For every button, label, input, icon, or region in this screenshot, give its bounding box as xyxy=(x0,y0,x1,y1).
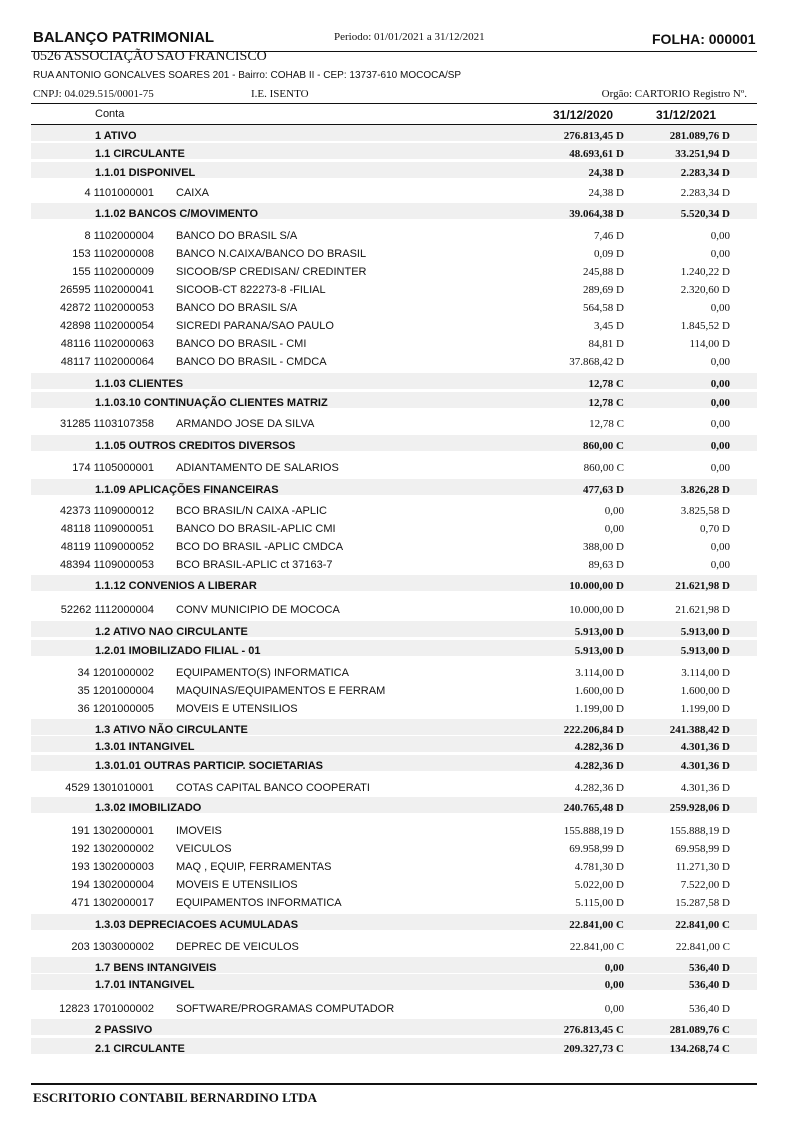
value-2021: 241.388,42 D xyxy=(669,724,730,736)
value-2021: 0,00 xyxy=(710,559,730,571)
account-description: CONV MUNICIPIO DE MOCOCA xyxy=(176,604,340,616)
account-code: 8 1102000004 xyxy=(84,230,154,242)
group-label: 1.3.01.01 OUTRAS PARTICIP. SOCIETARIAS xyxy=(95,760,324,772)
value-2020: 22.841,00 C xyxy=(569,919,624,931)
value-2021: 22.841,00 C xyxy=(675,941,730,953)
value-2021: 0,00 xyxy=(710,541,730,553)
value-2020: 39.064,38 D xyxy=(569,208,624,220)
account-code: 155 1102000009 xyxy=(72,266,154,278)
account-description: IMOVEIS xyxy=(176,825,222,837)
group-label: 2.1 CIRCULANTE xyxy=(95,1043,185,1055)
cnpj-label: CNPJ: 04.029.515/0001-75 xyxy=(33,88,154,100)
account-code: 48116 1102000063 xyxy=(60,338,154,350)
account-description: MAQ , EQUIP, FERRAMENTAS xyxy=(176,861,332,873)
account-description: SICOOB-CT 822273-8 -FILIAL xyxy=(176,284,326,296)
account-code: 153 1102000008 xyxy=(72,248,154,260)
value-2021: 21.621,98 D xyxy=(675,604,730,616)
value-2021: 0,00 xyxy=(710,302,730,314)
document-title: BALANÇO PATRIMONIAL xyxy=(33,29,215,46)
account-description: BANCO DO BRASIL S/A xyxy=(176,230,298,242)
account-description: MAQUINAS/EQUIPAMENTOS E FERRAM xyxy=(176,685,386,697)
value-2021: 33.251,94 D xyxy=(675,148,730,160)
value-2021: 1.240,22 D xyxy=(680,266,730,278)
value-2021: 2.283,34 D xyxy=(680,167,730,179)
value-2020: 245,88 D xyxy=(583,266,624,278)
value-2020: 10.000,00 D xyxy=(569,580,624,592)
group-label: 1 ATIVO xyxy=(95,130,137,142)
account-description: SOFTWARE/PROGRAMAS COMPUTADOR xyxy=(176,1003,395,1015)
value-2021: 3.826,28 D xyxy=(680,484,730,496)
value-2021: 536,40 D xyxy=(689,1003,730,1015)
value-2020: 564,58 D xyxy=(583,302,624,314)
group-label: 1.1.12 CONVENIOS A LIBERAR xyxy=(95,580,257,592)
value-2021: 2.320,60 D xyxy=(680,284,730,296)
value-2021: 0,00 xyxy=(710,248,730,260)
value-2020: 5.115,00 D xyxy=(575,897,624,909)
account-code: 203 1303000002 xyxy=(71,941,154,953)
value-2021: 4.301,36 D xyxy=(680,741,730,753)
value-2021: 281.089,76 D xyxy=(669,130,730,142)
value-2020: 289,69 D xyxy=(583,284,624,296)
account-code: 4 1101000001 xyxy=(84,187,154,199)
group-label: 1.1.09 APLICAÇÕES FINANCEIRAS xyxy=(95,484,279,496)
value-2020: 12,78 C xyxy=(589,418,624,430)
value-2020: 477,63 D xyxy=(583,484,624,496)
entity-name: 0526 ASSOCIAÇÃO SAO FRANCISCO xyxy=(33,49,267,64)
value-2021: 114,00 D xyxy=(689,338,730,350)
account-description: SICOOB/SP CREDISAN/ CREDINTER xyxy=(176,266,367,278)
account-description: BANCO DO BRASIL-APLIC CMI xyxy=(176,523,336,535)
value-2020: 0,09 D xyxy=(594,248,624,260)
account-code: 174 1105000001 xyxy=(72,462,154,474)
group-label: 1.3 ATIVO NÃO CIRCULANTE xyxy=(95,724,248,736)
value-2020: 860,00 C xyxy=(583,462,624,474)
value-2020: 1.199,00 D xyxy=(574,703,624,715)
account-code: 191 1302000001 xyxy=(71,825,154,837)
group-label: 1.3.01 INTANGIVEL xyxy=(95,741,195,753)
account-code: 471 1302000017 xyxy=(71,897,154,909)
value-2020: 4.282,36 D xyxy=(574,760,624,772)
account-code: 52262 1112000004 xyxy=(60,604,154,616)
value-2020: 4.282,36 D xyxy=(574,741,624,753)
period-label: Periodo: 01/01/2021 a 31/12/2021 xyxy=(334,31,485,43)
account-description: BANCO DO BRASIL S/A xyxy=(176,302,298,314)
value-2020: 24,38 D xyxy=(588,167,624,179)
value-2020: 5.913,00 D xyxy=(574,626,624,638)
group-label: 1.2.01 IMOBILIZADO FILIAL - 01 xyxy=(95,645,261,657)
group-label: 1.1 CIRCULANTE xyxy=(95,148,185,160)
value-2021: 3.114,00 D xyxy=(681,667,730,679)
account-description: ARMANDO JOSE DA SILVA xyxy=(176,418,315,430)
account-code: 192 1302000002 xyxy=(71,843,154,855)
account-description: DEPREC DE VEICULOS xyxy=(176,941,299,953)
value-2020: 276.813,45 C xyxy=(563,1024,624,1036)
folha-number: FOLHA: 000001 xyxy=(652,31,756,47)
account-code: 35 1201000004 xyxy=(77,685,154,697)
account-code: 48117 1102000064 xyxy=(60,356,154,368)
account-description: EQUIPAMENTO(S) INFORMATICA xyxy=(176,667,349,679)
account-description: MOVEIS E UTENSILIOS xyxy=(176,879,298,891)
account-description: BANCO DO BRASIL - CMDCA xyxy=(176,356,327,368)
value-2020: 7,46 D xyxy=(594,230,624,242)
group-label: 1.1.03 CLIENTES xyxy=(95,378,184,390)
account-description: SICREDI PARANA/SAO PAULO xyxy=(176,320,334,332)
value-2020: 0,00 xyxy=(604,979,624,991)
value-2021: 0,00 xyxy=(710,230,730,242)
value-2021: 0,00 xyxy=(710,356,730,368)
value-2020: 3.114,00 D xyxy=(575,667,624,679)
value-2021: 3.825,58 D xyxy=(680,505,730,517)
account-code: 48394 1109000053 xyxy=(59,559,154,571)
value-2020: 860,00 C xyxy=(583,440,624,452)
column-conta: Conta xyxy=(95,108,125,120)
value-2021: 536,40 D xyxy=(689,962,730,974)
entity-address: RUA ANTONIO GONCALVES SOARES 201 - Bairro: COHAB II - CEP: 13737-610 MOCOCA/SP xyxy=(33,70,462,81)
value-2020: 5.022,00 D xyxy=(574,879,624,891)
account-description: BANCO N.CAIXA/BANCO DO BRASIL xyxy=(176,248,367,260)
value-2021: 155.888,19 D xyxy=(669,825,730,837)
value-2020: 10.000,00 D xyxy=(569,604,624,616)
value-2020: 4.781,30 D xyxy=(574,861,624,873)
account-code: 36 1201000005 xyxy=(77,703,154,715)
value-2020: 240.765,48 D xyxy=(563,802,624,814)
column-2020: 31/12/2020 xyxy=(553,108,614,122)
account-code: 48118 1109000051 xyxy=(60,523,154,535)
group-label: 1.7 BENS INTANGIVEIS xyxy=(95,962,217,974)
value-2020: 12,78 C xyxy=(588,378,624,390)
ie-label: I.E. ISENTO xyxy=(251,88,309,100)
account-description: ADIANTAMENTO DE SALARIOS xyxy=(176,462,339,474)
account-description: CAIXA xyxy=(176,187,210,199)
value-2020: 3,45 D xyxy=(594,320,624,332)
value-2021: 7.522,00 D xyxy=(680,879,730,891)
value-2020: 22.841,00 C xyxy=(569,941,624,953)
value-2021: 0,00 xyxy=(710,462,730,474)
account-code: 42872 1102000053 xyxy=(59,302,154,314)
value-2020: 155.888,19 D xyxy=(563,825,624,837)
value-2020: 388,00 D xyxy=(583,541,624,553)
value-2021: 5.913,00 D xyxy=(680,645,730,657)
value-2020: 37.868,42 D xyxy=(569,356,624,368)
value-2020: 89,63 D xyxy=(588,559,624,571)
value-2021: 21.621,98 D xyxy=(675,580,730,592)
account-code: 26595 1102000041 xyxy=(59,284,154,296)
value-2021: 5.913,00 D xyxy=(680,626,730,638)
footer-office: ESCRITORIO CONTABIL BERNARDINO LTDA xyxy=(33,1090,318,1105)
value-2021: 2.283,34 D xyxy=(680,187,730,199)
account-code: 194 1302000004 xyxy=(71,879,154,891)
group-label: 2 PASSIVO xyxy=(95,1024,153,1036)
value-2020: 84,81 D xyxy=(588,338,624,350)
group-label: 1.2 ATIVO NAO CIRCULANTE xyxy=(95,626,248,638)
value-2021: 0,70 D xyxy=(700,523,730,535)
value-2021: 536,40 D xyxy=(689,979,730,991)
value-2020: 276.813,45 D xyxy=(563,130,624,142)
account-code: 42373 1109000012 xyxy=(59,505,154,517)
value-2021: 69.958,99 D xyxy=(675,843,730,855)
row-shading xyxy=(31,125,757,141)
group-label: 1.7.01 INTANGIVEL xyxy=(95,979,195,991)
group-label: 1.3.03 DEPRECIACOES ACUMULADAS xyxy=(95,919,299,931)
group-label: 1.3.02 IMOBILIZADO xyxy=(95,802,202,814)
value-2021: 1.600,00 D xyxy=(680,685,730,697)
group-label: 1.1.02 BANCOS C/MOVIMENTO xyxy=(95,208,258,220)
account-description: MOVEIS E UTENSILIOS xyxy=(176,703,298,715)
account-code: 42898 1102000054 xyxy=(59,320,154,332)
account-code: 34 1201000002 xyxy=(77,667,154,679)
value-2021: 15.287,58 D xyxy=(675,897,730,909)
account-description: BANCO DO BRASIL - CMI xyxy=(176,338,307,350)
footer-divider xyxy=(31,1083,757,1085)
account-code: 31285 1103107358 xyxy=(59,418,154,430)
group-label: 1.1.01 DISPONIVEL xyxy=(95,167,196,179)
account-description: BCO DO BRASIL -APLIC CMDCA xyxy=(176,541,344,553)
value-2021: 134.268,74 C xyxy=(669,1043,730,1055)
value-2021: 5.520,34 D xyxy=(680,208,730,220)
account-description: VEICULOS xyxy=(176,843,232,855)
account-description: BCO BRASIL-APLIC ct 37163-7 xyxy=(176,559,333,571)
value-2021: 0,00 xyxy=(710,418,730,430)
account-description: BCO BRASIL/N CAIXA -APLIC xyxy=(176,505,327,517)
value-2021: 259.928,06 D xyxy=(669,802,730,814)
value-2020: 24,38 D xyxy=(588,187,624,199)
value-2020: 5.913,00 D xyxy=(574,645,624,657)
value-2020: 0,00 xyxy=(604,505,624,517)
group-label: 1.1.03.10 CONTINUAÇÃO CLIENTES MATRIZ xyxy=(95,397,328,409)
value-2021: 1.845,52 D xyxy=(680,320,730,332)
account-code: 12823 1701000002 xyxy=(59,1003,154,1015)
value-2020: 0,00 xyxy=(604,523,624,535)
orgao-label: Orgão: CARTORIO Registro Nº. xyxy=(601,88,747,100)
value-2021: 4.301,36 D xyxy=(680,782,730,794)
value-2020: 4.282,36 D xyxy=(574,782,624,794)
value-2020: 0,00 xyxy=(604,1003,624,1015)
value-2021: 281.089,76 C xyxy=(669,1024,730,1036)
value-2021: 0,00 xyxy=(710,397,730,409)
value-2021: 11.271,30 D xyxy=(675,861,730,873)
value-2021: 0,00 xyxy=(710,440,730,452)
account-code: 4529 1301010001 xyxy=(65,782,154,794)
value-2020: 12,78 C xyxy=(588,397,624,409)
account-code: 193 1302000003 xyxy=(71,861,154,873)
value-2020: 222.206,84 D xyxy=(563,724,624,736)
value-2020: 48.693,61 D xyxy=(569,148,624,160)
value-2020: 1.600,00 D xyxy=(574,685,624,697)
group-label: 1.1.05 OUTROS CREDITOS DIVERSOS xyxy=(95,440,296,452)
value-2021: 1.199,00 D xyxy=(680,703,730,715)
value-2020: 209.327,73 C xyxy=(563,1043,624,1055)
value-2020: 69.958,99 D xyxy=(569,843,624,855)
account-description: EQUIPAMENTOS INFORMATICA xyxy=(176,897,342,909)
value-2020: 0,00 xyxy=(604,962,624,974)
value-2021: 4.301,36 D xyxy=(680,760,730,772)
account-code: 48119 1109000052 xyxy=(60,541,154,553)
account-description: COTAS CAPITAL BANCO COOPERATI xyxy=(176,782,370,794)
value-2021: 0,00 xyxy=(710,378,730,390)
column-2021: 31/12/2021 xyxy=(656,108,717,122)
value-2021: 22.841,00 C xyxy=(675,919,730,931)
column-header-top-rule xyxy=(31,103,757,104)
